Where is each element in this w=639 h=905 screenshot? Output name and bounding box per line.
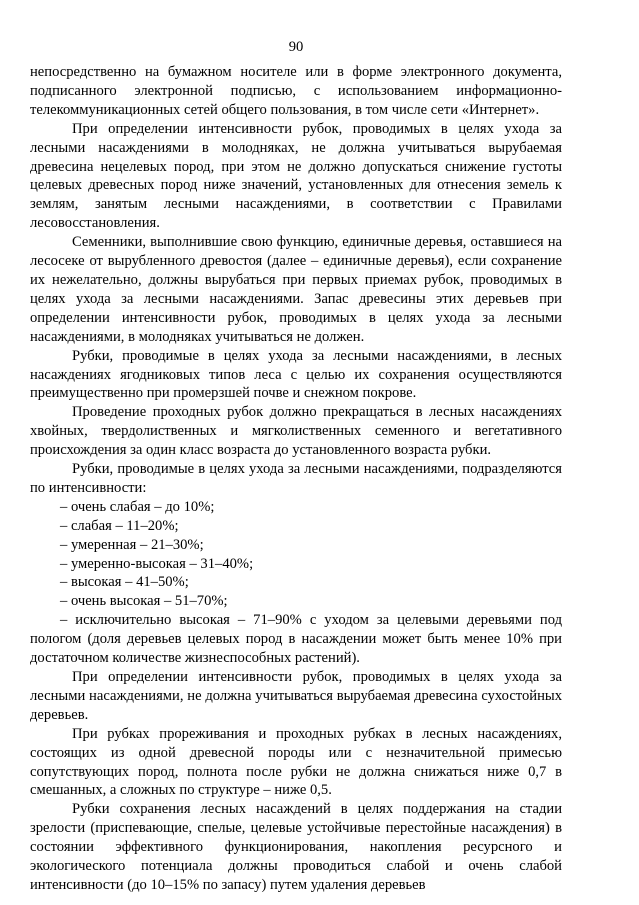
list-item: – высокая – 41–50%;	[60, 574, 189, 591]
paragraph-continuation: непосредственно на бумажном носителе или в форме электронного документа, подписанного электронной подписью, с использованием информационно-телекоммуникационных сетей общего пользования, в том числе сети «Интернет».	[30, 64, 562, 118]
list-item: – исключительно высокая – 71–90% с уходом за целевыми деревьями под пологом (доля деревьев целевых пород в насаждении может быть менее 10% при достаточном количестве жизнеспособных растений).	[30, 612, 562, 667]
list-item: – слабая – 11–20%;	[60, 517, 179, 534]
list-item: – умеренная – 21–30%;	[60, 536, 204, 553]
list-item: – очень слабая – до 10%;	[60, 498, 215, 515]
paragraph-seed-trees: Семенники, выполнившие свою функцию, единичные деревья, оставшиеся на лесосеке от вырубленного древостоя (далее – единичные деревья), если сохранение их нежелательно, должны вырубаться при первых приемах рубок, проводимых в целях ухода за лесными насаждениями. Запас древесины этих деревьев при определении интенсивности рубок, проводимых в целях ухода за лесными насаждениями, в молодняках учитываться не должен.	[30, 234, 562, 345]
paragraph-thinning-termination: Проведение проходных рубок должно прекращаться в лесных насаждениях хвойных, твердолиственных и мягколиственных семенного и вегетативного происхождения за один класс возраста до установленного возраста рубки.	[30, 404, 562, 459]
intensity-list	[30, 498, 562, 668]
paragraph-dead-trees: При определении интенсивности рубок, проводимых в целях ухода за лесными насаждениями, не должна учитываться вырубаемая древесина сухостойных деревьев.	[30, 669, 562, 723]
list-item: – умеренно-высокая – 31–40%;	[60, 555, 254, 572]
paragraph-berry-forest-types: Рубки, проводимые в целях ухода за лесными насаждениями, в лесных насаждениях ягодниковых типов леса с целью их сохранения осуществляются преимущественно при промерзшей почве и снежном покрове.	[30, 347, 562, 402]
paragraph-stocking-density: При рубках прореживания и проходных рубках в лесных насаждениях, состоящих из одной древесной породы или с незначительной примесью сопутствующих пород, полнота после рубки не должна снижаться ниже 0,7 в смешанных, а сложных по структуре – ниже 0,5.	[30, 725, 562, 799]
page-number: 90	[288, 39, 304, 55]
paragraph-young-stands-intensity: При определении интенсивности рубок, проводимых в целях ухода за лесными насаждениями в молодняках, не должна учитываться вырубаемая древесина нецелевых пород, при этом не должно допускаться снижение густоты целевых древесных пород ниже значений, установленных для отнесения земель к землям, занятым лесными насаждениями, в соответствии с Правилами лесовосстановления.	[30, 120, 562, 232]
paragraph-preservation-felling: Рубки сохранения лесных насаждений в целях поддержания на стадии зрелости (приспевающие, спелые, целевые устойчивые перестойные насаждения) в состоянии эффективного функционирования, накопления ресурсного и экологического потенциала должны проводиться слабой и очень слабой интенсивности (до 10–15% по запасу) путем удаления деревьев	[30, 801, 562, 893]
list-item: – очень высокая – 51–70%;	[60, 593, 228, 610]
document-page	[30, 38, 562, 895]
paragraph-intensity-intro: Рубки, проводимые в целях ухода за лесными насаждениями, подразделяются по интенсивности:	[30, 461, 562, 496]
